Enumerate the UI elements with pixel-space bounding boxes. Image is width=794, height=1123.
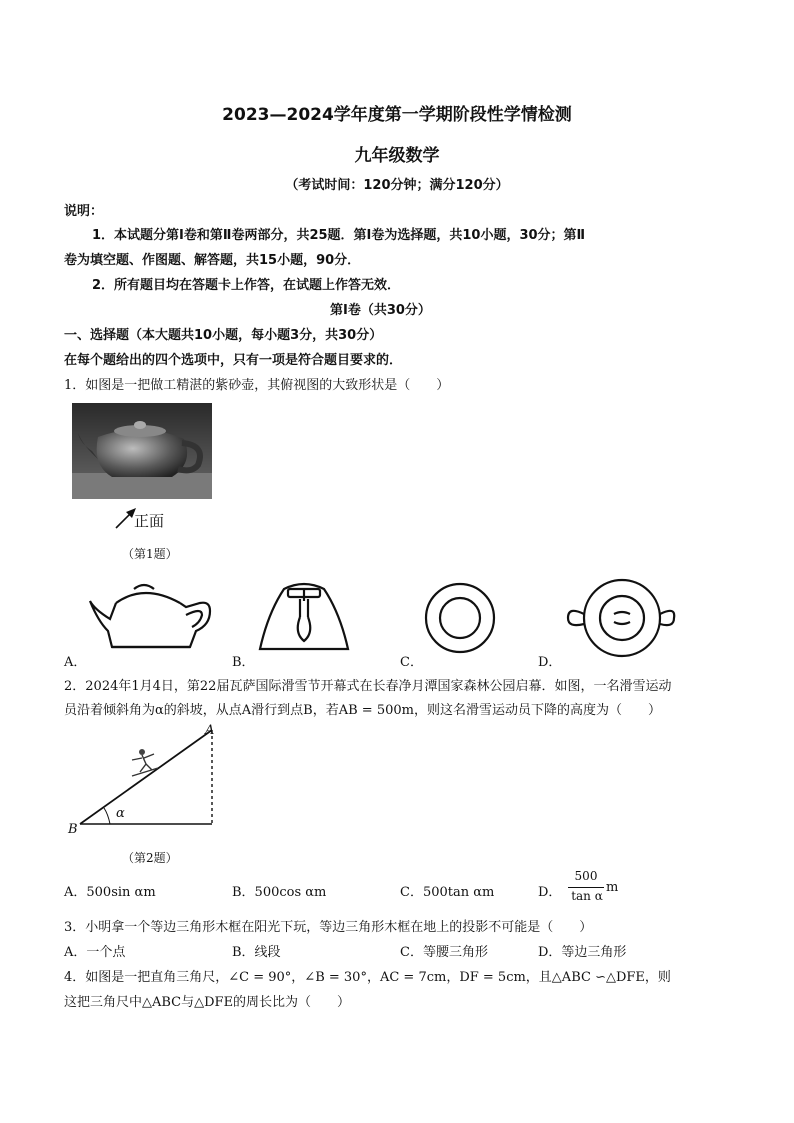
q2-option-d-denominator: tan α <box>571 889 603 903</box>
q1-caption: （第1题） <box>122 547 178 561</box>
section-heading: 一、选择题（本大题共10小题，每小题3分，共30分） <box>64 328 383 343</box>
q4-line2: 这把三角尺中△ABC与△DFE的周长比为（ ） <box>64 995 351 1010</box>
part-title: 第Ⅰ卷（共30分） <box>330 303 431 318</box>
q3-text: 3．小明拿一个等边三角形木框在阳光下玩，等边三角形木框在地上的投影不可能是（ ） <box>64 920 593 935</box>
q1-option-b-figure <box>256 577 352 663</box>
instruction-1-line1: 1．本试题分第Ⅰ卷和第Ⅱ卷两部分，共25题．第Ⅰ卷为选择题，共10小题，30分；第Ⅱ <box>92 228 586 243</box>
q1-option-a[interactable]: A． <box>64 655 87 670</box>
q2-option-d-numerator: 500 <box>574 869 598 883</box>
exam-subtitle: 九年级数学 <box>354 146 440 166</box>
q2-option-d-unit: m <box>606 880 619 895</box>
q2-angle-alpha-label: α <box>116 806 125 821</box>
q2-slope-figure <box>62 722 232 842</box>
q1-option-c[interactable]: C． <box>400 655 423 670</box>
instruction-2: 2．所有题目均在答题卡上作答，在试题上作答无效． <box>92 278 401 293</box>
exam-title: 2023—2024学年度第一学期阶段性学情检测 <box>222 105 572 125</box>
q2-option-d-prefix: D． <box>538 885 562 900</box>
q1-option-c-figure <box>424 572 496 658</box>
q1-text: 1．如图是一把做工精湛的紫砂壶，其俯视图的大致形状是（ ） <box>64 378 450 393</box>
q2-line2: 员沿着倾斜角为α的斜坡，从点A滑行到点B，若AB = 500m，则这名滑雪运动员下降的高度为（ ） <box>64 703 661 718</box>
q2-line1: 2．2024年1月4日，第22届瓦萨国际滑雪节开幕式在长春净月潭国家森林公园启幕．如图，一名滑雪运动 <box>64 679 672 694</box>
exam-info: （考试时间：120分钟；满分120分） <box>285 178 509 193</box>
section-note: 在每个题给出的四个选项中，只有一项是符合题目要求的． <box>64 353 403 368</box>
q1-option-d-figure <box>566 570 676 660</box>
instructions-heading: 说明： <box>64 204 104 219</box>
front-label: 正面 <box>134 512 165 530</box>
q1-option-a-figure <box>88 575 213 665</box>
q3-option-d[interactable]: D．等边三角形 <box>538 945 627 960</box>
q1-option-d[interactable]: D． <box>538 655 562 670</box>
q2-option-c[interactable]: C．500tan αm <box>400 885 495 900</box>
q3-option-b[interactable]: B．线段 <box>232 945 281 960</box>
q2-option-b[interactable]: B．500cos αm <box>232 885 327 900</box>
q2-point-a-label: A <box>205 723 215 738</box>
q2-caption: （第2题） <box>122 851 178 865</box>
q3-option-c[interactable]: C．等腰三角形 <box>400 945 488 960</box>
instruction-1-line2: 卷为填空题、作图题、解答题，共15小题，90分． <box>64 253 361 268</box>
q2-point-b-label: B <box>68 822 78 837</box>
fraction-bar <box>568 887 604 888</box>
q1-option-b[interactable]: B． <box>232 655 255 670</box>
teapot-photo <box>72 403 212 499</box>
q4-line1: 4．如图是一把直角三角尺，∠C = 90°，∠B = 30°，AC = 7cm，DF = 5cm，且△ABC ∽△DFE，则 <box>64 970 671 985</box>
q3-option-a[interactable]: A．一个点 <box>64 945 126 960</box>
q2-option-a[interactable]: A．500sin αm <box>64 885 156 900</box>
